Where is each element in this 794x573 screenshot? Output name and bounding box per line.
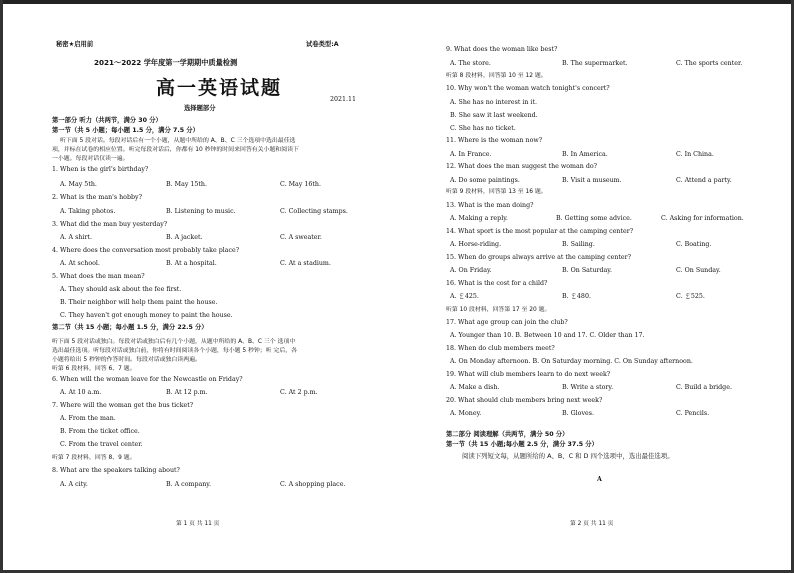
question: 5. What does the man mean? xyxy=(52,273,145,280)
option: B. Write a story. xyxy=(562,384,614,391)
option: A. At school. xyxy=(60,260,100,267)
option: A. ￡425. xyxy=(450,293,479,300)
question: 12. What does the man suggest the woman do? xyxy=(446,163,598,170)
option: A. A shirt. xyxy=(60,234,92,241)
section-label: 选择题部分 xyxy=(184,105,216,112)
question: 19. What will club members learn to do next week? xyxy=(446,371,611,378)
option: A. In France. xyxy=(450,151,492,158)
material-note: 听第 8 段材料，回答第 10 至 12 题。 xyxy=(446,73,547,79)
option: C. Boating. xyxy=(676,241,712,248)
option: A. Making a reply. xyxy=(450,215,508,222)
option: C. They haven't got enough money to paint the house. xyxy=(60,312,233,319)
question: 2. What is the man's hobby? xyxy=(52,194,142,201)
option: A. They should ask about the fee first. xyxy=(60,286,182,293)
option: C. Build a bridge. xyxy=(676,384,732,391)
option: C. At 2 p.m. xyxy=(280,389,318,396)
option: B. Listening to music. xyxy=(166,208,236,215)
part1-heading: 第一部分 听力（共两节，满分 30 分） xyxy=(52,117,162,124)
option: C. Pencils. xyxy=(676,410,710,417)
option: B. May 15th. xyxy=(166,181,207,188)
exam-date: 2021.11 xyxy=(330,96,357,103)
section1-instruction: 一小题。每段对话仅读一遍。 xyxy=(52,156,129,162)
option: B. At 12 p.m. xyxy=(166,389,208,396)
option: C. From the travel center. xyxy=(60,441,143,448)
option: C. May 16th. xyxy=(280,181,321,188)
option: A. She has no interest in it. xyxy=(450,99,537,106)
part2-instruction: 阅读下列短文每，从题所给的 A、B、C 和 D 四个选项中，选出最佳选项。 xyxy=(462,452,674,460)
section2-instruction: 选出最佳选项。听每段对话或独白前，你将有时间阅读各个小题，每小题 5 秒钟；听 完后，各 xyxy=(52,348,297,354)
option: A. On Friday. xyxy=(450,267,492,274)
question: 14. What sport is the most popular at the camping center? xyxy=(446,228,634,235)
option: A. Do some paintings. xyxy=(450,177,520,184)
option: A. May 5th. xyxy=(60,181,97,188)
question: 4. Where does the conversation most probably take place? xyxy=(52,247,240,254)
section2-instruction: 小题将给出 5 秒钟的作答时间。每段对话或独白读两遍。 xyxy=(52,357,201,363)
question: 20. What should club members bring next week? xyxy=(446,397,603,404)
secret-label: 秘密★启用前 xyxy=(56,41,94,48)
option: C. Asking for information. xyxy=(661,215,744,222)
question: 10. Why won't the woman watch tonight's concert? xyxy=(446,85,610,92)
section2-heading: 第二节（共 15 小题；每小题 1.5 分，满分 22.5 分） xyxy=(52,324,208,331)
exam-title-line: 2021～2022 学年度第一学期期中质量检测 xyxy=(94,58,238,67)
question: 3. What did the man buy yesterday? xyxy=(52,221,168,228)
page-title: 高一英语试题 xyxy=(156,77,283,99)
question: 18. When do club members meet? xyxy=(446,345,555,352)
option: B. Their neighbor will help them paint the house. xyxy=(60,299,218,306)
option: B. She saw it last weekend. xyxy=(450,112,538,119)
question: 15. When do groups always arrive at the camping center? xyxy=(446,254,632,261)
part2-section1-heading: 第一节（共 15 小题;每小题 2.5 分，满分 37.5 分） xyxy=(446,441,598,448)
material-note: 听第 6 段材料，回答 6、7 题。 xyxy=(52,366,136,372)
question: 9. What does the woman like best? xyxy=(446,46,558,53)
passage-label: A xyxy=(597,476,602,483)
option: C. Attend a party. xyxy=(676,177,732,184)
question: 8. What are the speakers talking about? xyxy=(52,467,180,474)
material-note: 听第 7 段材料，回答 8、9 题。 xyxy=(52,455,136,461)
option: C. At a stadium. xyxy=(280,260,331,267)
material-note: 听第 9 段材料，回答第 13 至 16 题。 xyxy=(446,189,547,195)
option: A. A city. xyxy=(60,481,88,488)
scan-border-top xyxy=(0,0,794,4)
option: B. In America. xyxy=(562,151,608,158)
scan-border-left xyxy=(0,0,3,573)
option: C. Collecting stamps. xyxy=(280,208,348,215)
option-row: A. On Monday afternoon. B. On Saturday morning. C. On Sunday afternoon. xyxy=(450,358,693,365)
question: 11. Where is the woman now? xyxy=(446,137,543,144)
section1-heading: 第一节（共 5 小题；每小题 1.5 分，满分 7.5 分） xyxy=(52,127,199,134)
option: B. ￡480. xyxy=(562,293,591,300)
option: B. The supermarket. xyxy=(562,60,628,67)
question: 16. What is the cost for a child? xyxy=(446,280,548,287)
option: C. She has no ticket. xyxy=(450,125,516,132)
material-note: 听第 10 段材料，回答第 17 至 20 题。 xyxy=(446,307,551,313)
option: C. On Sunday. xyxy=(676,267,721,274)
option: B. Getting some advice. xyxy=(556,215,632,222)
option-row: A. Younger than 10. B. Between 10 and 17. C. Older than 17. xyxy=(450,332,645,339)
question: 17. What age group can join the club? xyxy=(446,319,568,326)
question: 13. What is the man doing? xyxy=(446,202,534,209)
section1-instruction: 听下面 5 段对话。每段对话后有一个小题，从题中所给的 A、B、C 三个选项中选出最佳选 xyxy=(60,138,296,144)
page-number: 第 2 页 共 11 页 xyxy=(570,521,614,527)
option: C. ￡525. xyxy=(676,293,705,300)
option: A. Taking photos. xyxy=(60,208,116,215)
part2-heading: 第二部分 阅读理解（共两节，满分 50 分） xyxy=(446,431,569,438)
option: B. Sailing. xyxy=(562,241,595,248)
paper-type: 试卷类型:A xyxy=(306,41,339,48)
question: 6. When will the woman leave for the Newcastle on Friday? xyxy=(52,376,243,383)
section1-instruction: 项，并标在试卷的相应位置。听完每段对话后，你都有 10 秒钟的时间来回答有关小题和阅读下 xyxy=(52,147,299,153)
option: B. Visit a museum. xyxy=(562,177,622,184)
option: C. The sports center. xyxy=(676,60,743,67)
option: B. On Saturday. xyxy=(562,267,613,274)
option: B. Gloves. xyxy=(562,410,594,417)
option: C. In China. xyxy=(676,151,714,158)
option: A. Horse-riding. xyxy=(450,241,502,248)
option: B. A jacket. xyxy=(166,234,203,241)
section2-instruction: 听下面 5 段对话或独白。每段对话或独白后有几个小题，从题中所给的 A、B、C 三个 选项中 xyxy=(52,339,296,345)
option: B. A company. xyxy=(166,481,212,488)
option: A. The store. xyxy=(450,60,491,67)
option: B. At a hospital. xyxy=(166,260,217,267)
question: 1. When is the girl's birthday? xyxy=(52,166,149,173)
option: A. From the man. xyxy=(60,415,116,422)
option: C. A sweater. xyxy=(280,234,322,241)
option: A. At 10 a.m. xyxy=(60,389,102,396)
option: B. From the ticket office. xyxy=(60,428,140,435)
option: A. Make a dish. xyxy=(450,384,500,391)
question: 7. Where will the woman get the bus ticket? xyxy=(52,402,194,409)
page-number: 第 1 页 共 11 页 xyxy=(176,521,220,527)
option: A. Money. xyxy=(450,410,482,417)
option: C. A shopping place. xyxy=(280,481,346,488)
